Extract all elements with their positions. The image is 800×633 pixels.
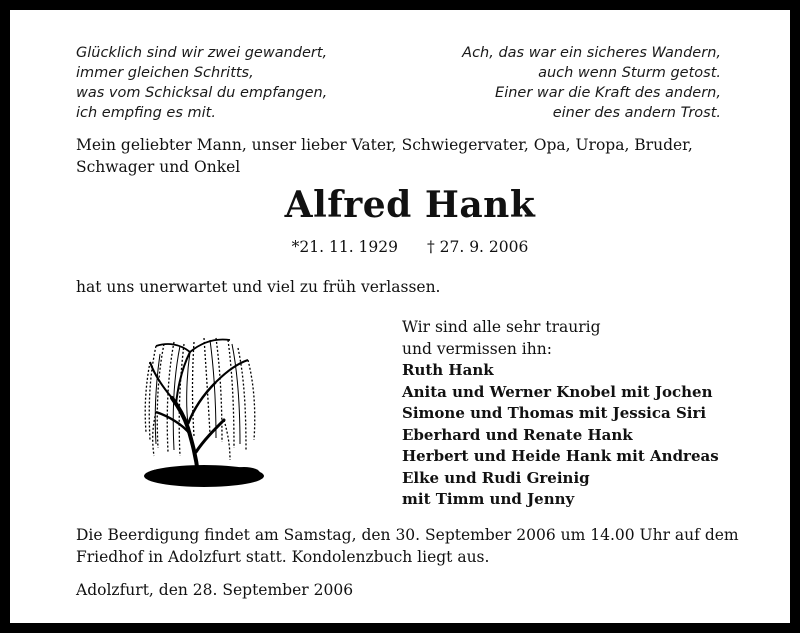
poem-line: Glücklich sind wir zwei gewandert, (76, 45, 328, 61)
mourners-block (402, 317, 719, 511)
intro-text: Mein geliebter Mann, unser lieber Vater, Schwiegervater, Opa, Uropa, Bruder, Schwager und Onkel (76, 136, 693, 176)
poem-line: ich empfing es mit. (76, 105, 216, 121)
birth-date: *21. 11. 1929 (291, 238, 398, 256)
poem-left (76, 43, 327, 123)
mourner-name: Simone und Thomas mit Jessica Siri (402, 404, 707, 422)
mourner-name: mit Timm und Jenny (402, 490, 575, 508)
weeping-willow-icon (132, 324, 268, 492)
poem-line: auch wenn Sturm getost. (538, 65, 721, 81)
poem-line: immer gleichen Schritts, (76, 65, 254, 81)
place-date: Adolzfurt, den 28. September 2006 (76, 581, 354, 599)
mourner-name: Anita und Werner Knobel mit Jochen (402, 382, 713, 401)
mourner-name: Herbert und Heide Hank mit Andreas (402, 447, 719, 465)
poem-right (462, 43, 721, 123)
funeral-notice: Die Beerdigung findet am Samstag, den 30. September 2006 um 14.00 Uhr auf dem Friedhof in Adolzfurt statt. Kondolenzbuch liegt aus. (76, 526, 739, 566)
mourner-name: Eberhard und Renate Hank (402, 425, 633, 444)
departure-text: hat uns unerwartet und viel zu früh verlassen. (76, 278, 441, 296)
deceased-name: Alfred Hank (284, 184, 536, 226)
mourner-name: Ruth Hank (402, 361, 494, 379)
life-dates (10, 238, 800, 256)
poem-line: einer des andern Trost. (552, 105, 721, 121)
poem-line: Ach, das war ein sicheres Wandern, (462, 45, 721, 61)
mourning-line: Wir sind alle sehr traurig (402, 318, 601, 336)
mourner-name: Elke und Rudi Greinig (402, 468, 590, 487)
poem-line: Einer war die Kraft des andern, (495, 85, 721, 101)
poem-line: was vom Schicksal du empfangen, (76, 85, 328, 101)
death-date: † 27. 9. 2006 (426, 238, 529, 256)
mourning-line: und vermissen ihn: (402, 339, 552, 358)
